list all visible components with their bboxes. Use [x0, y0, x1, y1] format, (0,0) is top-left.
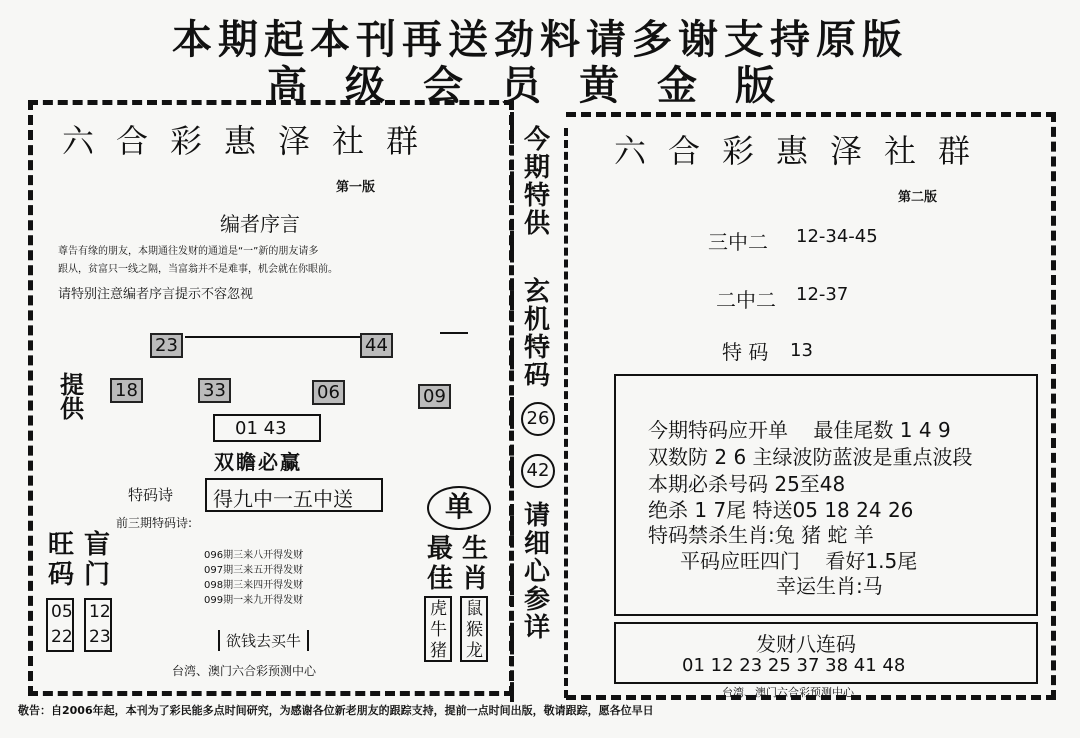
e2z2-value: 12-37 [796, 284, 849, 305]
poem-label: 特码诗 [128, 486, 174, 504]
info-line: 双数防 2 6 主绿波防蓝波是重点波段 [648, 445, 973, 469]
number-tile: 06 [312, 380, 345, 405]
shengxiao-label: 生肖 [462, 534, 489, 594]
preface-notice: 请特别注意编者序言提示不容忽视 [58, 287, 254, 302]
number-tile: 23 [150, 333, 183, 358]
info-line: 本期必杀号码 25至48 [648, 472, 846, 496]
facai-numbers: 01 12 23 25 37 38 41 48 [682, 655, 906, 676]
tema-value: 13 [790, 340, 813, 361]
history-line: 097期三来五开得发财 [204, 565, 304, 576]
left-title: 六合彩惠泽社群 [62, 122, 441, 160]
tema-label: 特 码 [722, 340, 769, 364]
preface-title: 编者序言 [220, 212, 300, 236]
wang-nums-box [46, 598, 74, 652]
zodiac-b: 鼠猴龙 [466, 599, 483, 661]
wang-num: 05 [51, 602, 73, 622]
middle-divider [510, 112, 514, 702]
poem-text: 得九中一五中送 [213, 487, 353, 511]
wang-num: 22 [51, 627, 73, 647]
mang-num: 12 [89, 602, 111, 622]
info-line: 平码应旺四门 看好1.5尾 [680, 549, 918, 573]
right-title: 六合彩惠泽社群 [614, 132, 993, 170]
divider-line [440, 332, 468, 334]
facai-title: 发财八连码 [756, 632, 856, 656]
header-line1: 本期起本刊再送劲料请多谢支持原版 [172, 17, 908, 63]
left-edition: 第一版 [336, 180, 376, 195]
middle-line3: 请细心参详 [523, 501, 550, 643]
pair-box [213, 414, 321, 442]
poem-box [205, 478, 383, 512]
info-line: 今期特码应开单 最佳尾数 1 4 9 [648, 418, 951, 442]
number-tile: 18 [110, 378, 143, 403]
circle-number: 26 [521, 402, 555, 436]
history-line: 096期三来八开得发财 [204, 550, 304, 561]
number-tile: 44 [360, 333, 393, 358]
number-tile: 33 [198, 378, 231, 403]
right-footer: 台湾、澳门六合彩预测中心 [722, 686, 854, 699]
mang-nums-box [84, 598, 112, 652]
middle-line2: 玄机特码 [523, 277, 550, 391]
mang-num: 23 [89, 627, 111, 647]
dan-text: 单 [444, 490, 473, 523]
history-line: 099期一来九开得发财 [204, 595, 304, 606]
zodiac-a-box [424, 596, 452, 662]
pair-numbers: 01 43 [235, 418, 287, 439]
preface-line2: 跟从，贫富只一线之隔，当富翁并不是难事，机会就在你眼前。 [58, 264, 338, 275]
e2z2-label: 二中二 [716, 288, 776, 312]
shuang-text: 双瞻必赢 [214, 450, 302, 474]
preface-line1: 尊告有缘的朋友，本期通往发财的通道是“一”新的朋友请多 [58, 246, 319, 257]
info-line: 绝杀 1 7尾 特送05 18 24 26 [648, 498, 914, 522]
number-tile: 09 [418, 384, 451, 409]
info-line: 幸运生肖:马 [776, 574, 883, 598]
wang-ma-label: 旺码 [48, 530, 75, 590]
saying: 欲钱去买牛 [218, 630, 309, 651]
s3z2-label: 三中二 [708, 230, 768, 254]
right-edition: 第二版 [898, 190, 938, 205]
circle-number: 42 [521, 454, 555, 488]
best-label: 最佳 [427, 534, 454, 594]
middle-line1: 今期特供 [523, 125, 550, 239]
zodiac-b-box [460, 596, 488, 662]
dan-oval [427, 486, 491, 530]
history-line: 098期三来四开得发财 [204, 580, 304, 591]
zodiac-a: 虎牛猪 [430, 599, 447, 661]
left-footer: 台湾、澳门六合彩预测中心 [172, 664, 317, 678]
tigong-label: 提供 [60, 371, 84, 423]
prev-label: 前三期特码诗: [116, 516, 193, 530]
bottom-notice: 敬告：自2006年起，本刊为了彩民能多点时间研究，为感谢各位新老朋友的跟踪支持，提前一点时间出版，敬请跟踪，愿各位早日 [18, 704, 654, 717]
header-line2: 高级会员黄金版 [267, 63, 813, 109]
info-line: 特码禁杀生肖:兔 猪 蛇 羊 [648, 523, 874, 547]
mang-men-label: 盲门 [84, 530, 111, 590]
divider-line [185, 336, 360, 338]
s3z2-value: 12-34-45 [796, 226, 878, 247]
